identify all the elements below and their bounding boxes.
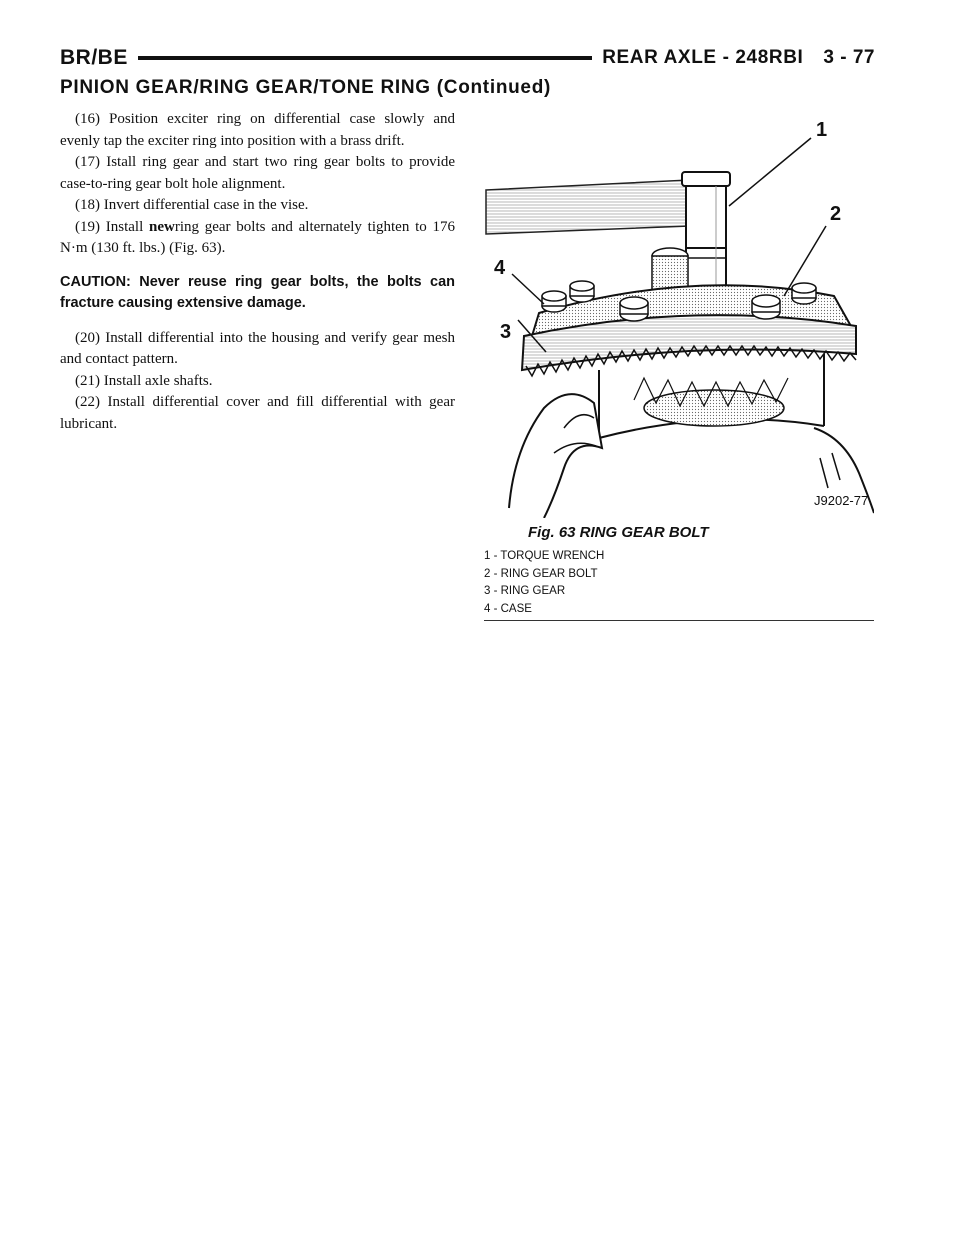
wrench-handle: [486, 180, 689, 234]
page-number: 3 - 77: [823, 47, 875, 68]
step-21: (21) Install axle shafts.: [75, 372, 213, 389]
callout-1: 1: [816, 119, 828, 141]
figure-63: [484, 108, 874, 624]
step-19-pre: (19) Install: [75, 218, 149, 235]
section-title: PINION GEAR/RING GEAR/TONE RING (Continued): [60, 77, 552, 98]
step-17: (17) Istall ring gear and start two ring gear bolts to provide case-to-ring gear bolt hole alignment.: [60, 154, 455, 192]
step-19: [60, 217, 455, 260]
caution-note: CAUTION: Never reuse ring gear bolts, the bolts can fracture causing extensive damage.: [60, 273, 455, 311]
header-model: BR/BE: [60, 46, 128, 69]
step-18: (18) Invert differential case in the vise.: [75, 197, 309, 213]
header-section: REAR AXLE - 248RBI: [602, 47, 804, 68]
ring-gear-bolt-illustration: [484, 108, 874, 518]
callout-2: 2: [830, 203, 842, 225]
header-rule: [138, 56, 592, 60]
callout-3: 3: [500, 321, 512, 343]
figure-legend: [484, 548, 874, 618]
legend-rule: [484, 620, 874, 621]
legend-item-1: 1 - TORQUE WRENCH: [484, 550, 605, 562]
step-22: (22) Install differential cover and fill differential with gear lubricant.: [60, 394, 455, 432]
page-header: [60, 44, 875, 72]
step-20: (20) Install differential into the housing and verify gear mesh and contact pattern.: [60, 329, 455, 367]
hand-left: [509, 394, 602, 518]
legend-item-3: 3 - RING GEAR: [484, 585, 566, 597]
legend-item-4: 4 - CASE: [484, 602, 532, 615]
legend-item-2: 2 - RING GEAR BOLT: [484, 567, 598, 580]
step-19-post: ring gear bolts and alternately tighten to 176 N·m (130 ft. lbs.) (Fig. 63).: [60, 218, 455, 256]
figure-caption: Fig. 63 RING GEAR BOLT: [528, 524, 709, 541]
instruction-text: [60, 109, 455, 435]
figure-code: J9202-77: [814, 493, 869, 508]
step-19-new: new: [148, 218, 175, 235]
callout-4: 4: [494, 257, 506, 279]
step-16: (16) Position exciter ring on differential case slowly and evenly tap the exciter ring into position with a brass drift.: [60, 111, 455, 149]
